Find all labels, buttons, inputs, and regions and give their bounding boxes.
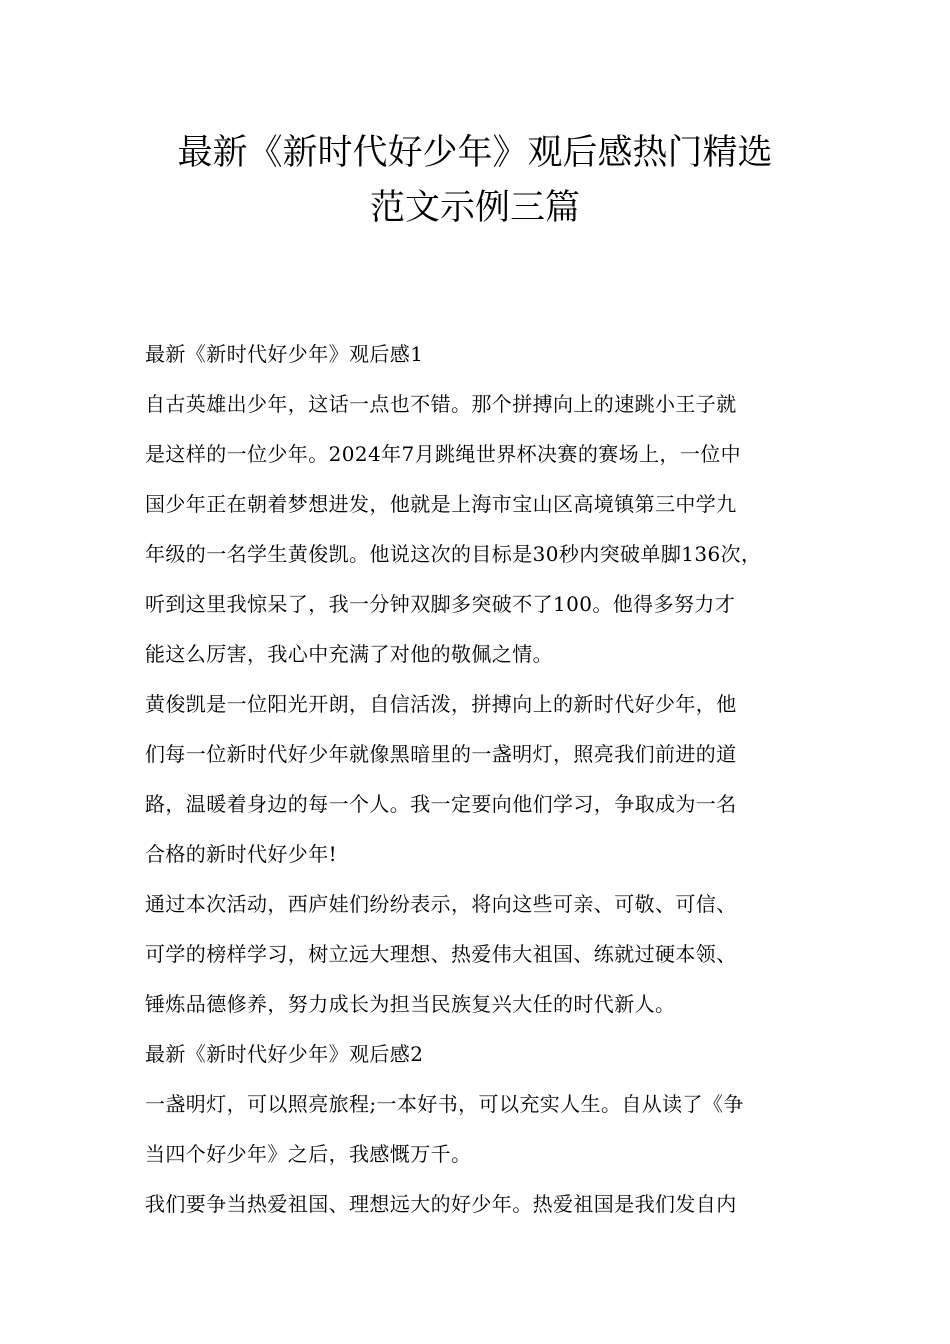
- paragraph-line: 路，温暖着身边的每一个人。我一定要向他们学习，争取成为一名: [145, 792, 737, 816]
- paragraph-line: 黄俊凯是一位阳光开朗，自信活泼，拼搏向上的新时代好少年，他: [145, 692, 737, 716]
- document-title: [130, 126, 820, 236]
- paragraph-line: 锤炼品德修养，努力成长为担当民族复兴大任的时代新人。: [145, 992, 676, 1016]
- paragraph-line: 自古英雄出少年，这话一点也不错。那个拼搏向上的速跳小王子就: [145, 392, 737, 416]
- paragraph-line: 是这样的一位少年。2024年7月跳绳世界杯决赛的赛场上，一位中: [145, 442, 742, 466]
- paragraph-line: 我们要争当热爱祖国、理想远大的好少年。热爱祖国是我们发自内: [145, 1192, 737, 1216]
- title-line-1: 最新《新时代好少年》观后感热门精选: [177, 133, 773, 173]
- paragraph-line: 年级的一名学生黄俊凯。他说这次的目标是30秒内突破单脚136次，: [145, 542, 762, 566]
- paragraph-line: 合格的新时代好少年!: [145, 842, 338, 866]
- paragraph-line: 国少年正在朝着梦想进发，他就是上海市宝山区高境镇第三中学九: [145, 492, 737, 516]
- paragraph-line: 通过本次活动，西庐娃们纷纷表示，将向这些可亲、可敬、可信、: [145, 892, 737, 916]
- document-body: [145, 329, 825, 1229]
- paragraph-line: 们每一位新时代好少年就像黑暗里的一盏明灯，照亮我们前进的道: [145, 742, 737, 766]
- section-heading-1: 最新《新时代好少年》观后感1: [145, 342, 424, 366]
- paragraph-line: 听到这里我惊呆了，我一分钟双脚多突破不了100。他得多努力才: [145, 592, 736, 616]
- paragraph-line: 能这么厉害，我心中充满了对他的敬佩之情。: [145, 642, 553, 666]
- section-heading-2: 最新《新时代好少年》观后感2: [145, 1042, 424, 1066]
- paragraph-line: 可学的榜样学习，树立远大理想、热爱伟大祖国、练就过硬本领、: [145, 942, 737, 966]
- paragraph-line: 一盏明灯，可以照亮旅程;一本好书，可以充实人生。自从读了《争: [145, 1092, 744, 1116]
- title-line-2: 范文示例三篇: [369, 188, 580, 228]
- paragraph-line: 当四个好少年》之后，我感慨万千。: [145, 1142, 472, 1166]
